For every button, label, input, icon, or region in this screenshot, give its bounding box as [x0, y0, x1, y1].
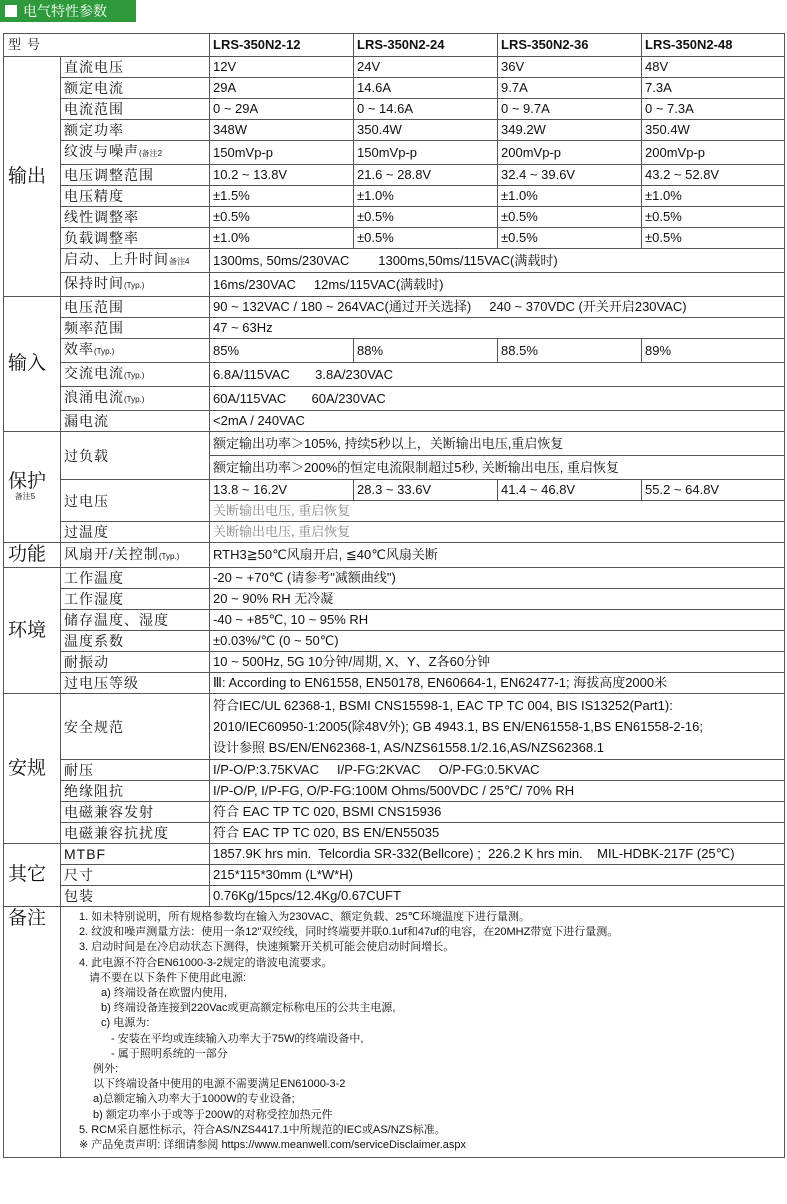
cell: 349.2W: [498, 120, 642, 141]
category-notes: 备注: [4, 907, 61, 1158]
cell: 21.6 ~ 28.8V: [354, 165, 498, 186]
cell: 200mVp-p: [498, 141, 642, 165]
safety-line-2: 2010/IEC60950-1:2005(除48V外); GB 4943.1, BS EN/EN61558-1,BS EN61558-2-16;: [213, 719, 703, 734]
row-label: 电压调整范围: [61, 165, 210, 186]
model-4: LRS-350N2-48: [642, 34, 785, 57]
note-4-sub: 例外:: [93, 1063, 119, 1076]
table-row: [4, 907, 785, 1158]
cell: I/P-O/P, I/P-FG, O/P-FG:100M Ohms/500VDC / 25℃/ 70% RH: [210, 781, 785, 802]
table-row: [4, 522, 785, 543]
note-4-sub: - 属于照明系统的一部分: [111, 1047, 228, 1060]
cell: ±1.0%: [354, 186, 498, 207]
table-row: [4, 673, 785, 694]
row-label: 温度系数: [61, 631, 210, 652]
note-4-sub: 以下终端设备中使用的电源不需要满足EN61000-3-2: [93, 1078, 346, 1091]
row-label: [61, 339, 210, 363]
cell: ±0.03%/℃ (0 ~ 50℃): [210, 631, 785, 652]
cell: 20 ~ 90% RH 无冷凝: [210, 589, 785, 610]
cell: <2mA / 240VAC: [210, 411, 785, 432]
table-row: [4, 120, 785, 141]
cell: ±0.5%: [642, 228, 785, 249]
row-label: 工作湿度: [61, 589, 210, 610]
cell: 符合 EAC TP TC 020, BS EN/EN55035: [210, 823, 785, 844]
table-row: [4, 411, 785, 432]
table-row: [4, 186, 785, 207]
cell: 85%: [210, 339, 354, 363]
category-safety: 安规: [4, 694, 61, 844]
row-label: 过负载: [61, 432, 210, 480]
cell: 16ms/230VAC 12ms/115VAC(满载时): [210, 273, 785, 297]
row-label: 电压精度: [61, 186, 210, 207]
row-label: 安全规范: [61, 694, 210, 760]
row-label-text: 效率: [64, 341, 94, 357]
cell: 88%: [354, 339, 498, 363]
table-row: [4, 273, 785, 297]
row-label: 电流范围: [61, 99, 210, 120]
cell: 9.7A: [498, 78, 642, 99]
row-label: 绝缘阻抗: [61, 781, 210, 802]
category-protection-label: 保护: [8, 471, 47, 492]
category-environment: 环境: [4, 568, 61, 694]
table-row: [4, 781, 785, 802]
cell: -40 ~ +85℃, 10 ~ 95% RH: [210, 610, 785, 631]
cell: 符合 EAC TP TC 020, BSMI CNS15936: [210, 802, 785, 823]
table-row: [4, 339, 785, 363]
table-row: [4, 886, 785, 907]
row-label: 线性调整率: [61, 207, 210, 228]
note-4-sub: 请不要在以下条件下使用此电源:: [89, 971, 247, 984]
cell: ±0.5%: [642, 207, 785, 228]
cell: 32.4 ~ 39.6V: [498, 165, 642, 186]
cell: ±1.0%: [210, 228, 354, 249]
cell: 1857.9K hrs min. Telcordia SR-332(Bellcore) ; 226.2 K hrs min. MIL-HDBK-217F (25℃): [210, 844, 785, 865]
note-4-sub: a) 终端设备在欧盟内使用,: [101, 987, 227, 1000]
cell: 150mVp-p: [210, 141, 354, 165]
table-row: [4, 480, 785, 501]
row-label: 过电压等级: [61, 673, 210, 694]
row-label: 电磁兼容抗扰度: [61, 823, 210, 844]
cell: 10 ~ 500Hz, 5G 10分钟/周期, X、Y、Z各60分钟: [210, 652, 785, 673]
cell: ±0.5%: [498, 207, 642, 228]
cell: 额定输出功率＞200%的恒定电流限制超过5秒, 关断输出电压, 重启恢复: [210, 456, 785, 480]
cell: 关断输出电压, 重启恢复: [210, 501, 785, 522]
cell: 13.8 ~ 16.2V: [210, 480, 354, 501]
spec-table: [3, 33, 785, 1158]
row-label-text: 风扇开/关控制: [64, 545, 159, 562]
table-row: [4, 387, 785, 411]
model-3: LRS-350N2-36: [498, 34, 642, 57]
row-label-note: (Typ.): [94, 347, 115, 356]
table-row: [4, 760, 785, 781]
banner-title: 电气特性参数: [23, 3, 107, 19]
cell: 0 ~ 29A: [210, 99, 354, 120]
row-label: 额定电流: [61, 78, 210, 99]
notes-cell: [61, 907, 785, 1158]
cell: 7.3A: [642, 78, 785, 99]
safety-line-3: 设计参照 BS/EN/EN62368-1, AS/NZS61558.1/2.16,AS/NZS62368.1: [213, 740, 604, 755]
note-3: 3. 启动时间是在冷启动状态下测得，快速频繁开关机可能会使启动时间增长。: [79, 941, 455, 954]
cell: ±1.0%: [498, 186, 642, 207]
cell: 60A/115VAC 60A/230VAC: [210, 387, 785, 411]
row-label: 尺寸: [61, 865, 210, 886]
category-input: 输入: [4, 297, 61, 432]
cell: ±0.5%: [210, 207, 354, 228]
row-label: [61, 387, 210, 411]
note-4-sub: c) 电源为:: [101, 1017, 150, 1030]
cell: ±1.0%: [642, 186, 785, 207]
row-label: [61, 543, 210, 568]
cell: ±0.5%: [498, 228, 642, 249]
row-label-text: 交流电流: [64, 365, 124, 381]
table-row: [4, 141, 785, 165]
row-label-text: 保持时间: [64, 275, 124, 291]
table-row: [4, 165, 785, 186]
model-1: LRS-350N2-12: [210, 34, 354, 57]
table-row: [4, 802, 785, 823]
table-row: [4, 318, 785, 339]
row-label: 过电压: [61, 480, 210, 522]
row-label-note: (Typ.): [124, 281, 145, 290]
row-label-note: 备注4: [169, 257, 190, 266]
row-label-note: (Typ.): [124, 371, 145, 380]
row-label: 电磁兼容发射: [61, 802, 210, 823]
row-label: 耐振动: [61, 652, 210, 673]
cell: 6.8A/115VAC 3.8A/230VAC: [210, 363, 785, 387]
row-label-text: 启动、上升时间: [64, 251, 169, 267]
cell: 350.4W: [354, 120, 498, 141]
row-label-note: (备注2: [139, 149, 163, 158]
cell: I/P-O/P:3.75KVAC I/P-FG:2KVAC O/P-FG:0.5KVAC: [210, 760, 785, 781]
cell: 0 ~ 14.6A: [354, 99, 498, 120]
note-4-sub: b) 终端设备连接到220Vac或更高额定标称电压的公共主电源,: [101, 1002, 396, 1015]
row-label: 耐压: [61, 760, 210, 781]
row-label: 储存温度、湿度: [61, 610, 210, 631]
row-label: 负载调整率: [61, 228, 210, 249]
cell: Ⅲ: According to EN61558, EN50178, EN60664-1, EN62477-1; 海拔高度2000米: [210, 673, 785, 694]
note-4: 4. 此电源不符合EN61000-3-2规定的谐波电流要求。: [79, 956, 333, 969]
row-label: MTBF: [61, 844, 210, 865]
category-output: 输出: [4, 57, 61, 297]
cell: 200mVp-p: [642, 141, 785, 165]
cell: 88.5%: [498, 339, 642, 363]
row-label: [61, 249, 210, 273]
cell: 89%: [642, 339, 785, 363]
cell: 55.2 ~ 64.8V: [642, 480, 785, 501]
cell: [210, 694, 785, 760]
row-label: 漏电流: [61, 411, 210, 432]
note-4-sub: a)总额定输入功率大于1000W的专业设备;: [93, 1093, 295, 1106]
cell: 10.2 ~ 13.8V: [210, 165, 354, 186]
row-label-text: 浪涌电流: [64, 389, 124, 405]
cell: 348W: [210, 120, 354, 141]
note-2: 2. 纹波和噪声测量方法：使用一条12"双绞线，同时终端要并联0.1uf和47uf的电容，在20MHZ带宽下进行量测。: [79, 926, 619, 939]
cell: 24V: [354, 57, 498, 78]
table-row: [4, 297, 785, 318]
cell: 350.4W: [642, 120, 785, 141]
table-row: [4, 228, 785, 249]
model-2: LRS-350N2-24: [354, 34, 498, 57]
cell: 1300ms, 50ms/230VAC 1300ms,50ms/115VAC(满载时): [210, 249, 785, 273]
note-4-sub: b) 额定功率小于或等于200W的对称受控加热元件: [93, 1108, 333, 1121]
cell: -20 ~ +70℃ (请参考"减额曲线"): [210, 568, 785, 589]
cell: 12V: [210, 57, 354, 78]
disclaimer: ※ 产品免责声明: 详细请参阅 https://www.meanwell.com/serviceDisclaimer.aspx: [79, 1139, 466, 1152]
category-function: 功能: [4, 543, 61, 568]
table-row: [4, 432, 785, 456]
cell: 150mVp-p: [354, 141, 498, 165]
safety-line-1: 符合IEC/UL 62368-1, BSMI CNS15598-1, EAC TP TC 004, BIS IS13252(Part1):: [213, 698, 673, 713]
row-label: [61, 363, 210, 387]
cell: 29A: [210, 78, 354, 99]
table-row: [4, 78, 785, 99]
table-row: [4, 631, 785, 652]
cell: ±0.5%: [354, 228, 498, 249]
table-row: [4, 57, 785, 78]
table-row: [4, 589, 785, 610]
row-label: 工作温度: [61, 568, 210, 589]
header-label: 型号: [4, 34, 210, 57]
note-4-sub: - 安装在平均或连续输入功率大于75W的终端设备中,: [111, 1032, 364, 1045]
row-label-note: (Typ.): [124, 395, 145, 404]
cell: 43.2 ~ 52.8V: [642, 165, 785, 186]
cell: 90 ~ 132VAC / 180 ~ 264VAC(通过开关选择) 240 ~ 370VDC (开关开启230VAC): [210, 297, 785, 318]
table-row: [4, 207, 785, 228]
category-protection: [4, 432, 61, 543]
table-row: [4, 363, 785, 387]
table-row: [4, 99, 785, 120]
cell: 41.4 ~ 46.8V: [498, 480, 642, 501]
row-label: [61, 273, 210, 297]
note-5: 5. RCM采自愿性标示，符合AS/NZS4417.1中所规范的IEC或AS/NZS标准。: [79, 1123, 446, 1136]
row-label: 额定功率: [61, 120, 210, 141]
cell: 额定输出功率＞105%, 持续5秒以上，关断输出电压,重启恢复: [210, 432, 785, 456]
cell: 36V: [498, 57, 642, 78]
cell: 0 ~ 7.3A: [642, 99, 785, 120]
row-label: 过温度: [61, 522, 210, 543]
cell: 关断输出电压, 重启恢复: [210, 522, 785, 543]
row-label-note: (Typ.): [158, 551, 180, 561]
table-row: [4, 844, 785, 865]
note-1: 1. 如未特别说明，所有规格参数均在输入为230VAC、额定负载、25℃环境温度下进行量测。: [79, 911, 530, 923]
table-row: [4, 823, 785, 844]
row-label-text: 纹波与噪声: [64, 143, 139, 159]
header-row: [4, 34, 785, 57]
cell: 215*115*30mm (L*W*H): [210, 865, 785, 886]
cell: 14.6A: [354, 78, 498, 99]
table-row: [4, 249, 785, 273]
cell: ±0.5%: [354, 207, 498, 228]
row-label: 包装: [61, 886, 210, 907]
cell: RTH3≧50℃风扇开启, ≦40℃风扇关断: [210, 543, 785, 568]
section-banner: [0, 0, 136, 22]
table-row: [4, 865, 785, 886]
row-label: [61, 141, 210, 165]
table-row: [4, 610, 785, 631]
cell: 0.76Kg/15pcs/12.4Kg/0.67CUFT: [210, 886, 785, 907]
cell: 48V: [642, 57, 785, 78]
cell: 28.3 ~ 33.6V: [354, 480, 498, 501]
category-others: 其它: [4, 844, 61, 907]
category-protection-note: 备注5: [14, 492, 36, 501]
cell: ±1.5%: [210, 186, 354, 207]
row-label: 频率范围: [61, 318, 210, 339]
row-label: 电压范围: [61, 297, 210, 318]
cell: 47 ~ 63Hz: [210, 318, 785, 339]
table-row: [4, 543, 785, 568]
cell: 0 ~ 9.7A: [498, 99, 642, 120]
row-label: 直流电压: [61, 57, 210, 78]
square-bullet-icon: [5, 5, 17, 17]
table-row: [4, 568, 785, 589]
table-row: [4, 694, 785, 760]
table-row: [4, 652, 785, 673]
